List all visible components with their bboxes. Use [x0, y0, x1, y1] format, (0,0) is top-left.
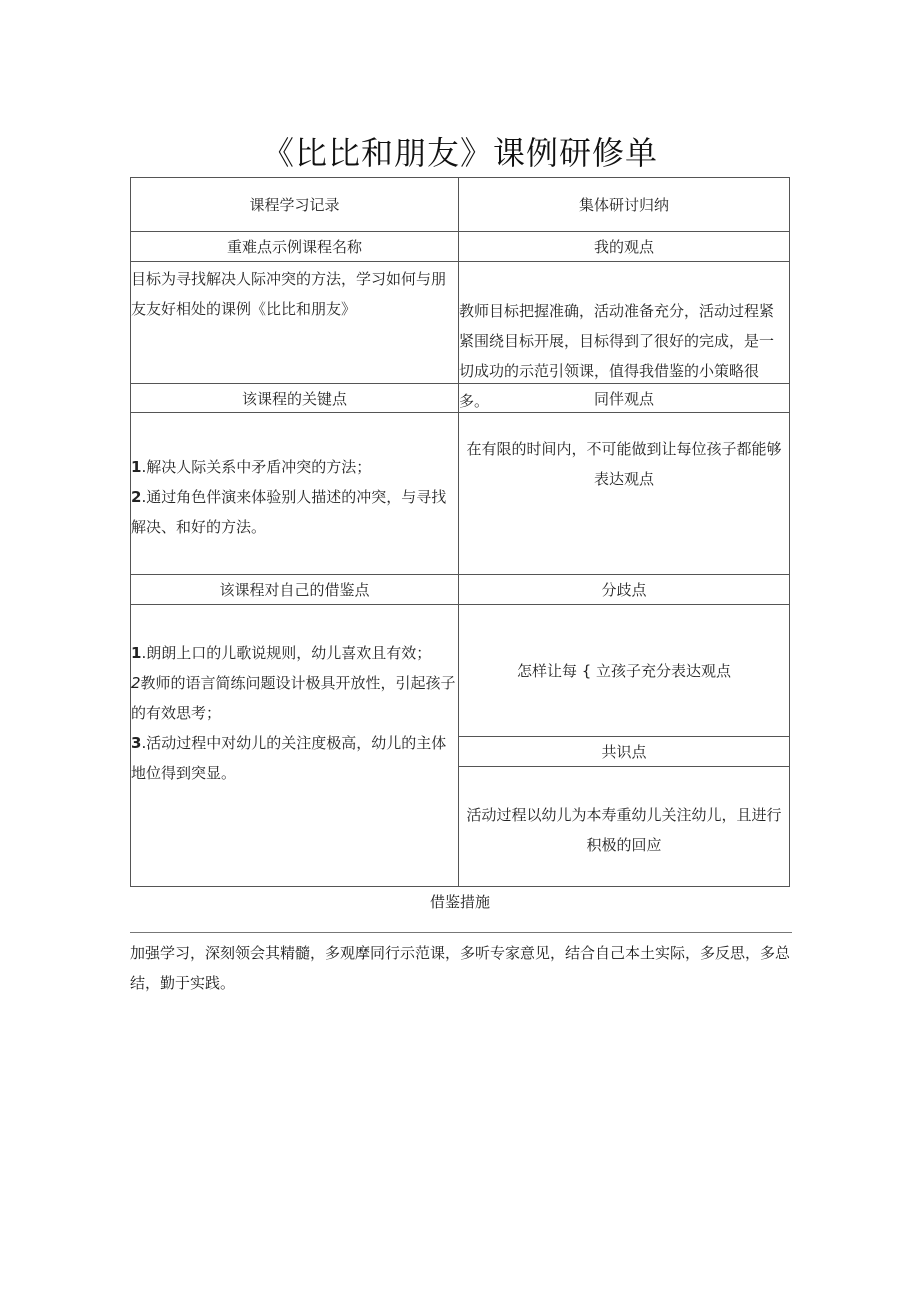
- column-divider: [458, 178, 459, 887]
- label-consensus: 共识点: [601, 743, 647, 761]
- measures-divider: [130, 932, 792, 933]
- my-view-text: 教师目标把握准确，活动准备充分，活动过程紧紧围绕目标开展，目标得到了很好的完成，是一切成功的示范引领课，值得我借鉴的小策略很多。: [459, 302, 775, 410]
- header-group-summary: 集体研讨归纳: [578, 196, 669, 214]
- divergence-text: 怎样让每 { 立孩子充分表达观点: [516, 662, 732, 680]
- list-item: 1.朗朗上口的儿歌说规则，幼儿喜欢且有效；: [131, 644, 432, 662]
- label-peer-view: 同伴观点: [593, 390, 654, 408]
- key-points-list: [131, 452, 457, 542]
- label-key-course-name: 重难点示例课程名称: [226, 238, 362, 256]
- label-borrow-points: 该课程对自己的借鉴点: [219, 581, 370, 599]
- list-item: 2教师的语言简练问题设计极具开放性，引起孩子的有效思考；: [131, 674, 456, 722]
- borrow-points-list: [131, 638, 457, 788]
- list-item: 3.活动过程中对幼儿的关注度极高，幼儿的主体地位得到突显。: [131, 734, 447, 782]
- list-item: 2.通过角色伴演来体验别人描述的冲突，与寻找解决、和好的方法。: [131, 488, 447, 536]
- study-table: [130, 177, 790, 887]
- label-key-points: 该课程的关键点: [241, 390, 347, 408]
- label-divergence: 分歧点: [601, 581, 647, 599]
- header-course-record: 课程学习记录: [249, 196, 340, 214]
- page-title: 《比比和朋友》课例研修单: [261, 134, 658, 172]
- peer-view-text: 在有限的时间内，不可能做到让每位孩子都能够表达观点: [466, 440, 782, 488]
- consensus-text: 活动过程以幼儿为本寿重幼儿关注幼儿，且进行积极的回应: [466, 806, 782, 854]
- key-course-name-text: 目标为寻找解决人际冲突的方法，学习如何与朋友友好相处的课例《比比和朋友》: [131, 270, 447, 318]
- measures-text: 加强学习，深刻领会其精髓，多观摩同行示范课，多听专家意见，结合自己本土实际，多反思，多总结，勤于实践。: [130, 944, 791, 992]
- measures-label: 借鉴措施: [429, 893, 490, 911]
- list-item: 1.解决人际关系中矛盾冲突的方法；: [131, 458, 372, 476]
- label-my-view: 我的观点: [593, 238, 654, 256]
